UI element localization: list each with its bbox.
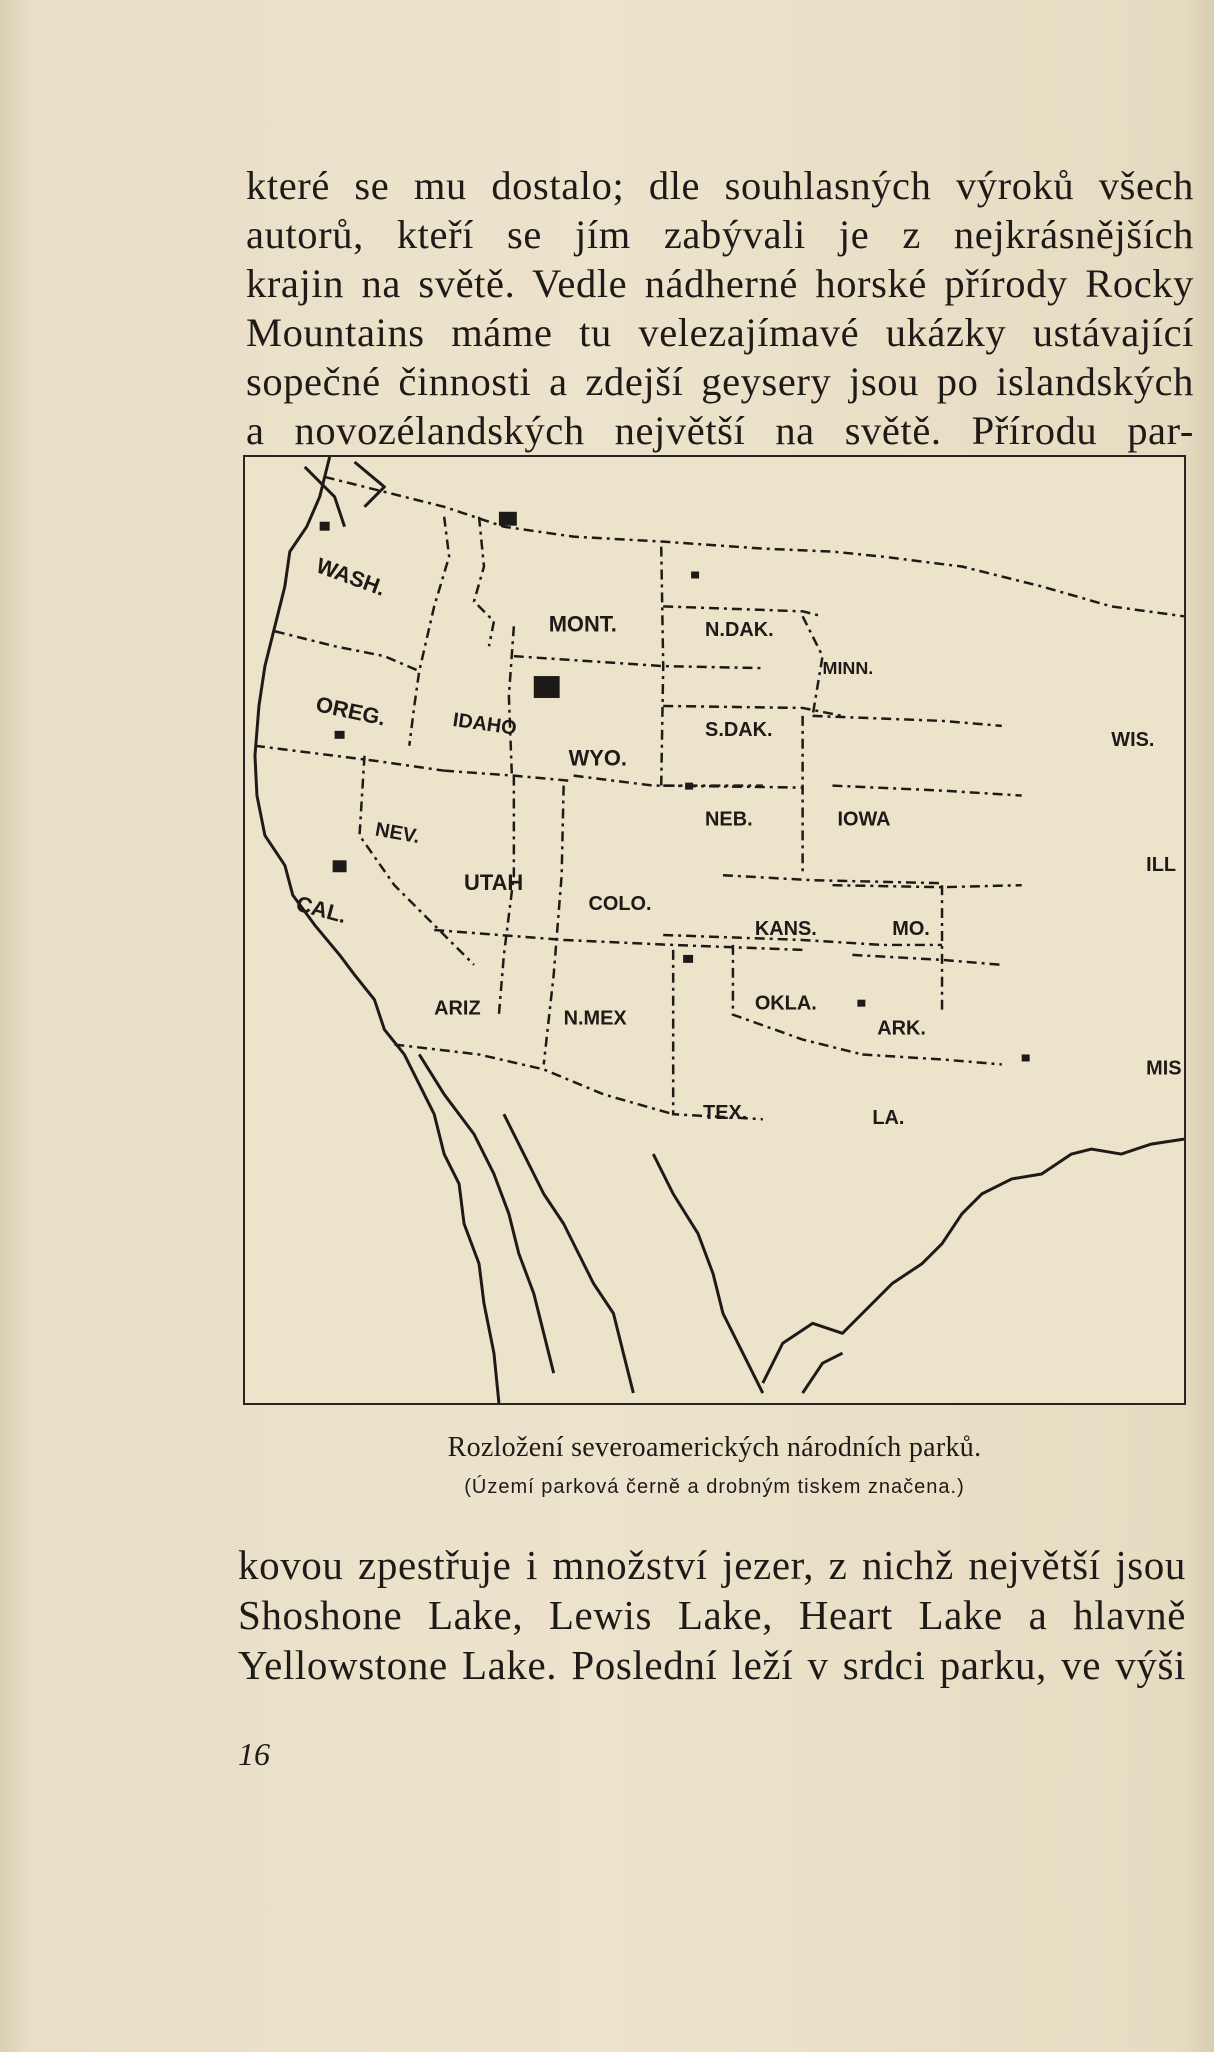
text-line: které se mu dostalo; dle souhlasných výroků všech [246, 163, 1194, 208]
crater-lake-park-marker [335, 731, 345, 739]
national-parks-map [243, 455, 1186, 1405]
map-label-wyo: WYO. [568, 745, 627, 771]
text-line: Mountains máme tu velezajímavé ukázky ustávající [246, 310, 1194, 355]
text-line: a novozélandských největší na světě. Přírodu par- [246, 408, 1194, 453]
map-label-ill: ILL [1146, 854, 1177, 877]
text-line: autorů, kteří se jím zabývali je z nejkrásnějších [246, 212, 1194, 257]
glacier-park-marker [499, 512, 517, 526]
map-label-mis: MIS [1146, 1057, 1182, 1080]
state-labels [293, 553, 1181, 1129]
text-line: krajin na světě. Vedle nádherné horské přírody Rocky [246, 261, 1194, 306]
text-line: Shoshone Lake, Lewis Lake, Heart Lake a hlavně [238, 1592, 1186, 1638]
national-park-areas [320, 512, 1030, 1062]
map-label-ariz: ARIZ [434, 997, 481, 1020]
map-label-okla: OKLA. [754, 992, 817, 1015]
map-label-nmex: N.MEX [563, 1007, 627, 1030]
map-label-tex: TEX. [703, 1102, 748, 1125]
coastlines [255, 457, 1184, 1403]
sullys-hill-park-marker [691, 572, 699, 579]
paragraph-top [246, 161, 1194, 455]
map-label-nev: NEV. [373, 818, 422, 849]
text-line: kovou zpestřuje i množství jezer, z nichž největší jsou [238, 1542, 1186, 1588]
text-line: Yellowstone Lake. Poslední leží v srdci parku, ve výši [238, 1642, 1186, 1688]
map-caption-subtitle: (Území parková černě a drobným tiskem značena.) [464, 1476, 965, 1498]
yosemite-park-marker [333, 860, 347, 872]
paragraph-bottom [238, 1540, 1186, 1690]
platt-park-marker [857, 1000, 865, 1007]
map-label-cal: CAL. [293, 890, 350, 929]
map-label-utah: UTAH [464, 870, 524, 896]
map-label-neb: NEB. [705, 808, 753, 831]
map-label-kans: KANS. [754, 917, 817, 940]
map-svg [245, 457, 1184, 1403]
map-label-idaho: IDAHO [451, 709, 519, 740]
map-label-mo: MO. [892, 917, 930, 940]
map-label-iowa: IOWA [837, 808, 891, 831]
map-caption: Rozložení severoamerických národních parků. [447, 1432, 982, 1463]
yellowstone-park-marker [534, 676, 560, 698]
map-label-wis: WIS. [1111, 728, 1155, 751]
map-label-oreg: OREG. [313, 691, 388, 731]
map-label-wash: WASH. [312, 552, 389, 601]
map-label-ndak: N.DAK. [705, 619, 774, 642]
map-label-colo: COLO. [588, 893, 652, 916]
map-label-sdak: S.DAK. [705, 718, 773, 741]
map-label-minn: MINN. [822, 658, 874, 679]
rainier-park-marker [320, 522, 330, 531]
hot-springs-park-marker [1022, 1054, 1030, 1061]
mesa-verde-park-marker [683, 955, 693, 963]
text-line: sopečné činnosti a zdejší geysery jsou po islandských [246, 359, 1194, 404]
map-label-la: LA. [872, 1107, 905, 1130]
page-number: 16 [238, 1736, 270, 1772]
wind-cave-park-marker [685, 783, 693, 790]
map-label-ark: ARK. [877, 1017, 926, 1040]
state-borders [255, 477, 1184, 1119]
map-label-mont: MONT. [548, 611, 617, 637]
